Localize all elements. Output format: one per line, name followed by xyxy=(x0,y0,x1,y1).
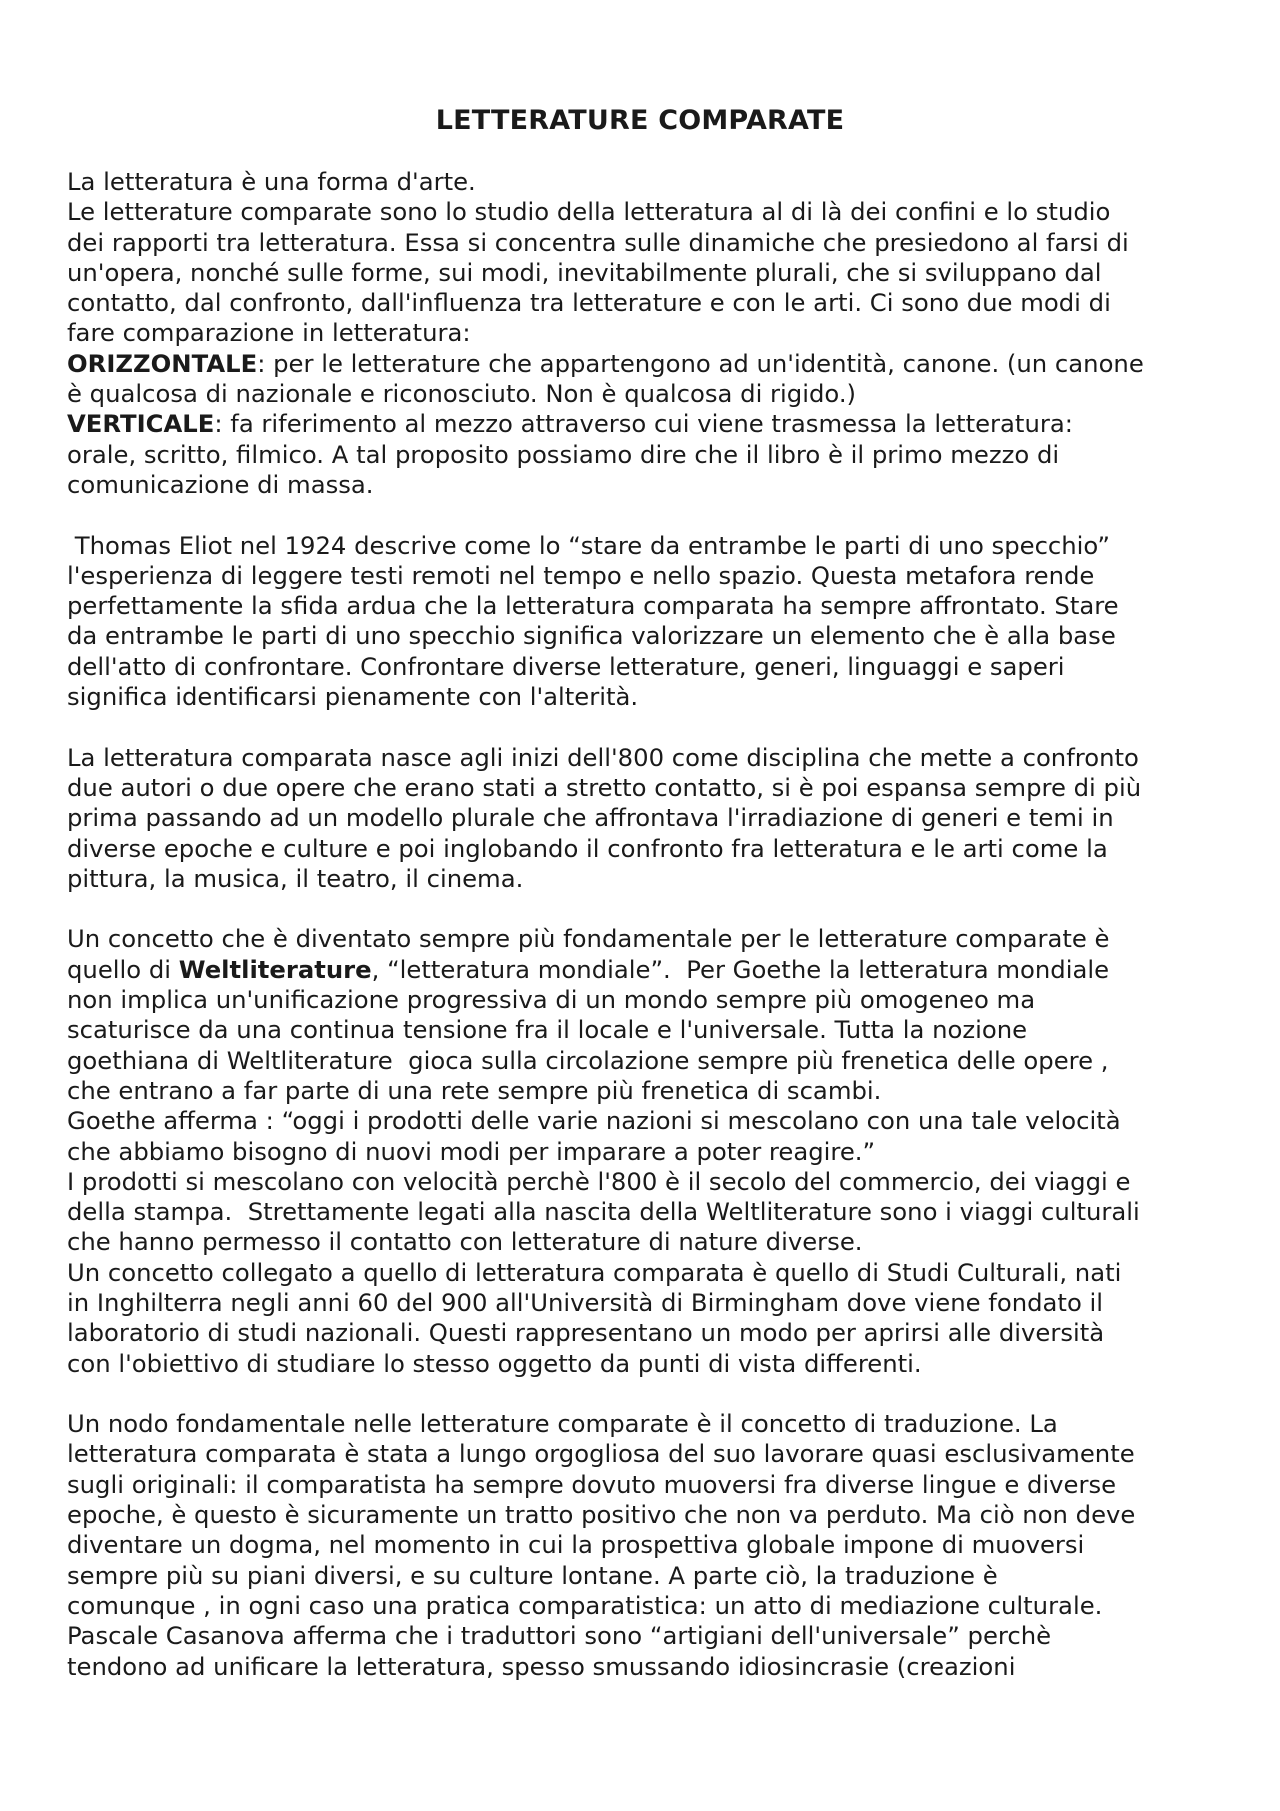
text-line xyxy=(67,743,1227,773)
text-line xyxy=(67,440,1227,470)
text-line xyxy=(67,1258,1227,1288)
text-line xyxy=(67,773,1227,803)
text-segment: comunque , in ogni caso una pratica comparatistica: un atto di mediazione culturale. xyxy=(67,1590,1103,1620)
text-segment: comunicazione di massa. xyxy=(67,469,374,499)
text-line xyxy=(67,318,1227,348)
text-line xyxy=(67,924,1227,954)
text-segment: sugli originali: il comparatista ha sempre dovuto muoversi fra diverse lingue e diverse xyxy=(67,1469,1117,1499)
text-segment: : fa riferimento al mezzo attraverso cui viene trasmessa la letteratura: xyxy=(214,409,1073,439)
text-segment: diventare un dogma, nel momento in cui la prospettiva globale impone di muoversi xyxy=(67,1530,1085,1560)
text-segment: l'esperienza di leggere testi remoti nel tempo e nello spazio. Questa metafora rende xyxy=(67,560,1095,590)
text-segment: pittura, la musica, il teatro, il cinema. xyxy=(67,863,524,893)
text-line xyxy=(67,803,1227,833)
text-segment: Un nodo fondamentale nelle letterature comparate è il concetto di traduzione. La xyxy=(67,1409,1058,1439)
text-segment: Goethe afferma : “oggi i prodotti delle varie nazioni si mescolano con una tale velocità xyxy=(67,1106,1121,1136)
blank-line xyxy=(67,712,1227,742)
text-segment: laboratorio di studi nazionali. Questi rappresentano un modo per aprirsi alle diversità xyxy=(67,1318,1105,1348)
text-line xyxy=(67,682,1227,712)
text-segment: da entrambe le parti di uno specchio significa valorizzare un elemento che è alla base xyxy=(67,621,1116,651)
text-line xyxy=(67,349,1227,379)
text-line xyxy=(67,1167,1227,1197)
text-segment: La letteratura comparata nasce agli inizi dell'800 come disciplina che mette a confronto xyxy=(67,742,1139,772)
text-line xyxy=(67,531,1227,561)
text-line xyxy=(67,621,1227,651)
text-line xyxy=(67,1439,1227,1469)
text-segment: contatto, dal confronto, dall'influenza tra letterature e con le arti. Ci sono due modi di xyxy=(67,288,1111,318)
text-segment: della stampa. Strettamente legati alla nascita della Weltliterature sono i viaggi culturali xyxy=(67,1197,1140,1227)
text-segment: : per le letterature che appartengono ad un'identità, canone. (un canone xyxy=(257,348,1144,378)
text-line xyxy=(67,864,1227,894)
text-line xyxy=(67,1591,1227,1621)
text-segment: che abbiamo bisogno di nuovi modi per imparare a poter reagire.” xyxy=(67,1136,876,1166)
text-segment: tendono ad unificare la letteratura, spesso smussando idiosincrasie (creazioni xyxy=(67,1651,1016,1681)
text-segment: che entrano a far parte di una rete sempre più frenetica di scambi. xyxy=(67,1075,882,1105)
text-segment: fare comparazione in letteratura: xyxy=(67,318,471,348)
text-line xyxy=(67,1470,1227,1500)
text-segment: in Inghilterra negli anni 60 del 900 all'Università di Birmingham dove viene fondato il xyxy=(67,1287,1104,1317)
text-line xyxy=(67,591,1227,621)
text-segment: letteratura comparata è stata a lungo orgogliosa del suo lavorare quasi esclusivamente xyxy=(67,1439,1135,1469)
text-line xyxy=(67,1288,1227,1318)
bold-term: ORIZZONTALE xyxy=(67,348,258,378)
text-line xyxy=(67,288,1227,318)
text-line xyxy=(67,1652,1227,1682)
text-segment: due autori o due opere che erano stati a stretto contatto, si è poi espansa sempre di più xyxy=(67,772,1142,802)
text-segment: con l'obiettivo di studiare lo stesso oggetto da punti di vista differenti. xyxy=(67,1348,922,1378)
text-segment: goethiana di Weltliterature gioca sulla circolazione sempre più frenetica delle opere , xyxy=(67,1045,1109,1075)
text-line xyxy=(67,1015,1227,1045)
blank-line xyxy=(67,1379,1227,1409)
text-line xyxy=(67,1076,1227,1106)
text-segment: non implica un'unificazione progressiva di un mondo sempre più omogeneo ma xyxy=(67,985,1036,1015)
text-line xyxy=(67,652,1227,682)
text-segment: epoche, è questo è sicuramente un tratto positivo che non va perduto. Ma ciò non deve xyxy=(67,1500,1136,1530)
text-segment: I prodotti si mescolano con velocità perchè l'800 è il secolo del commercio, dei viaggi e xyxy=(67,1166,1131,1196)
text-line xyxy=(67,561,1227,591)
text-segment: Pascale Casanova afferma che i traduttori sono “artigiani dell'universale” perchè xyxy=(67,1621,1052,1651)
bold-term: VERTICALE xyxy=(67,409,215,439)
text-line xyxy=(67,1621,1227,1651)
text-line xyxy=(67,1227,1227,1257)
text-segment: dell'atto di confrontare. Confrontare diverse letterature, generi, linguaggi e saperi xyxy=(67,651,1065,681)
text-segment: perfettamente la sfida ardua che la letteratura comparata ha sempre affrontato. Stare xyxy=(67,591,1119,621)
text-segment: La letteratura è una forma d'arte. xyxy=(67,167,476,196)
blank-line xyxy=(67,500,1227,530)
text-line xyxy=(67,228,1227,258)
text-segment: scaturisce da una continua tensione fra il locale e l'universale. Tutta la nozione xyxy=(67,1015,1028,1045)
bold-term: Weltliterature xyxy=(178,954,372,984)
text-segment: Le letterature comparate sono lo studio della letteratura al di là dei confini e lo studio xyxy=(67,197,1111,227)
text-line xyxy=(67,197,1227,227)
text-line xyxy=(67,1530,1227,1560)
text-line xyxy=(67,1137,1227,1167)
text-line xyxy=(67,1197,1227,1227)
text-line xyxy=(67,1409,1227,1439)
text-line xyxy=(67,1046,1227,1076)
text-segment: che hanno permesso il contatto con letterature di nature diverse. xyxy=(67,1227,863,1257)
text-line xyxy=(67,1106,1227,1136)
blank-line xyxy=(67,894,1227,924)
text-segment: dei rapporti tra letteratura. Essa si concentra sulle dinamiche che presiedono al farsi di xyxy=(67,227,1129,257)
text-line xyxy=(67,409,1227,439)
text-line xyxy=(67,470,1227,500)
text-segment: quello di xyxy=(67,954,179,984)
text-segment: , “letteratura mondiale”. Per Goethe la letteratura mondiale xyxy=(371,954,1110,984)
text-segment: significa identificarsi pienamente con l'alterità. xyxy=(67,682,639,712)
text-segment: diverse epoche e culture e poi inglobando il confronto fra letteratura e le arti come la xyxy=(67,833,1108,863)
text-line xyxy=(67,834,1227,864)
text-segment: un'opera, nonché sulle forme, sui modi, inevitabilmente plurali, che si sviluppano dal xyxy=(67,257,1102,287)
text-line xyxy=(67,258,1227,288)
text-line xyxy=(67,379,1227,409)
text-segment: Un concetto che è diventato sempre più fondamentale per le letterature comparate è xyxy=(67,924,1110,954)
text-line xyxy=(67,167,1227,197)
text-line xyxy=(67,1318,1227,1348)
text-segment: Un concetto collegato a quello di letteratura comparata è quello di Studi Culturali, nati xyxy=(67,1257,1122,1287)
text-segment: è qualcosa di nazionale e riconosciuto. Non è qualcosa di rigido.) xyxy=(67,379,857,409)
text-line xyxy=(67,955,1227,985)
text-line xyxy=(67,1561,1227,1591)
text-segment: Thomas Eliot nel 1924 descrive come lo “stare da entrambe le parti di uno specchio” xyxy=(67,530,1111,560)
text-line xyxy=(67,1500,1227,1530)
document-title: LETTERATURE COMPARATE xyxy=(435,105,845,136)
text-line xyxy=(67,985,1227,1015)
text-segment: prima passando ad un modello plurale che affrontava l'irradiazione di generi e temi in xyxy=(67,803,1114,833)
text-segment: orale, scritto, filmico. A tal proposito possiamo dire che il libro è il primo mezzo di xyxy=(67,439,1060,469)
document-body xyxy=(67,167,1227,1682)
text-segment: sempre più su piani diversi, e su culture lontane. A parte ciò, la traduzione è xyxy=(67,1560,998,1590)
text-line xyxy=(67,1349,1227,1379)
